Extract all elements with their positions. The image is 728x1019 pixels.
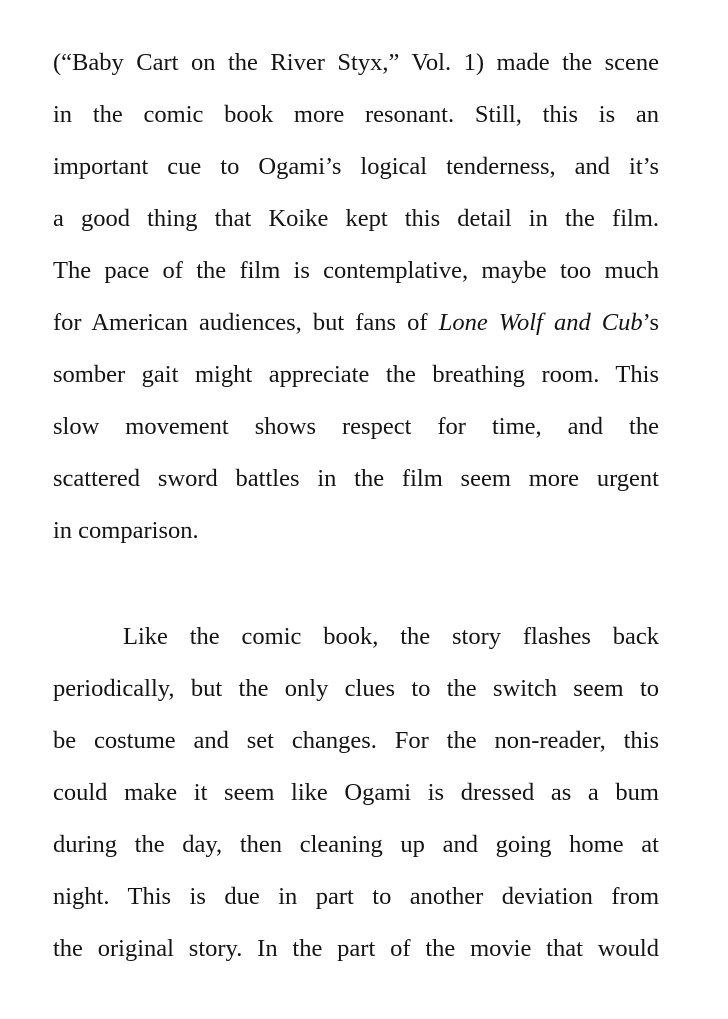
text-line: during the day, then cleaning up and going home at (53, 831, 659, 858)
text-line: slow movement shows respect for time, and the (53, 413, 659, 440)
text-line: a good thing that Koike kept this detail in the film. (53, 205, 659, 232)
text-line: Like the comic book, the story flashes back (123, 623, 659, 650)
text-line: be costume and set changes. For the non-reader, this (53, 727, 659, 754)
text-line: in the comic book more resonant. Still, this is an (53, 101, 659, 128)
text-line: in comparison. (53, 517, 199, 544)
text-line: could make it seem like Ogami is dressed as a bum (53, 779, 659, 806)
text-line: the original story. In the part of the movie that would (53, 935, 659, 962)
text-line (53, 308, 659, 338)
text-line: important cue to Ogami’s logical tenderness, and it’s (53, 153, 659, 180)
text-line: periodically, but the only clues to the switch seem to (53, 675, 659, 702)
text-line: (“Baby Cart on the River Styx,” Vol. 1) made the scene (53, 49, 659, 76)
text-line: somber gait might appreciate the breathing room. This (53, 361, 659, 388)
text-line: scattered sword battles in the film seem more urgent (53, 465, 659, 492)
text-line: night. This is due in part to another deviation from (53, 883, 659, 910)
text-line: The pace of the film is contemplative, maybe too much (53, 257, 659, 284)
text-span: for American audiences, but fans of (53, 309, 439, 336)
italic-title: Lone Wolf and Cub (438, 309, 643, 336)
text-span: ’s (642, 309, 659, 336)
